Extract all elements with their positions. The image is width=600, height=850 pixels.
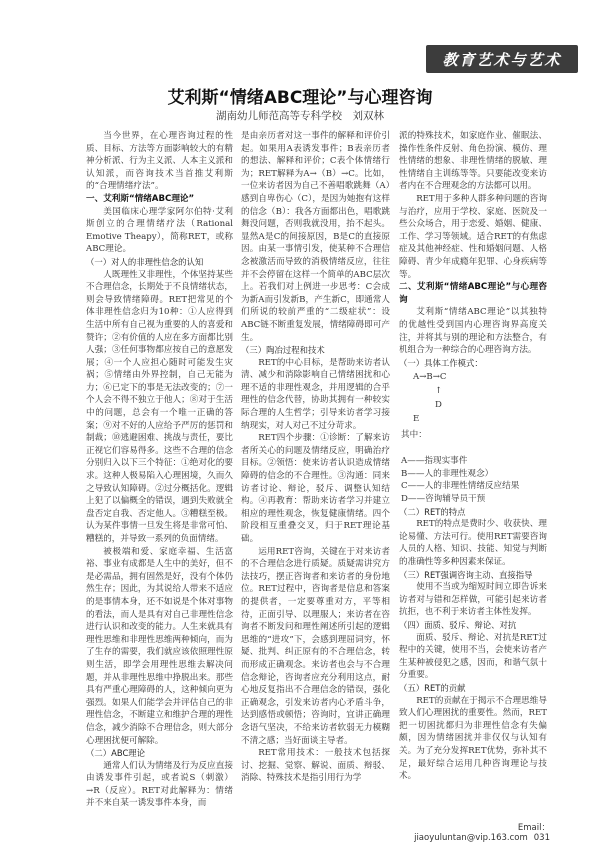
model-legend-item: C——人的非理性情绪反应结果 (401, 481, 520, 492)
subsection-1-paragraph-2: 被极端和爱、家庭幸福、生活富裕、事业有成都是人生中的美好，但不是必需品，拥有固然是好，没有个体仍然生存；因此，为其说给人带来不适应的是事情本身，还不如说是个体对事物的看法，而人是具有对自己非理性信念进行认识和改变的能力。人生来就具有理性思维和非理性思维两种倾向，而为了生存的需要，我们就应该依照理性原则生活，即学会用理性思维去解决问题，并从非理性思维中挣脱出来。那些具有严重心理障碍的人，这种倾向更为强烈。如果人们能学会并评估自己的非理性信念，不断建立和维护合理的理性信念，减少消除不合理信念，则大部分心理困扰便可解除。 (86, 546, 233, 746)
model-arrow-icon: ↑ (435, 386, 443, 397)
ret-confront-heading: （四）面质、驳斥、辩论、对抗 (399, 620, 517, 630)
column-1 (86, 130, 233, 815)
ret-features-heading: （二）RET的特点 (399, 506, 466, 517)
intro-paragraph: 当今世界，在心理咨询过程的性质、目标、方法等方面影响较大的有精神分析派、行为主义派、人本主义派和认知派，而咨询技术当首推艾利斯的“合理情绪疗法”。 (86, 131, 233, 192)
ret-confront-paragraph: 面质、驳斥、辩论、对抗是RET过程中的关键，使用不当，会使来访者产生某种被侵犯之感，因而，和谐气氛十分重要。 (399, 632, 547, 681)
section-1-paragraph: 美国临床心理学家阿尔伯特·艾利斯创立的合理情绪疗法（Rational Emotive Theapy），简称RET，或称ABC理论。 (86, 206, 233, 255)
article-title: 艾利斯“情绪ABC理论”与心理咨询 (167, 88, 433, 108)
footer-email: Email：jiaoyuluntan@vip.163.com (414, 823, 550, 843)
section-2-paragraph: 艾利斯“情绪ABC理论”以其独特的优越性受到国内心理咨询界高度关注，并将其与别的理论和方法整合，有机组合为一种综合的心理咨询方法。 (399, 307, 547, 356)
subsection-2-paragraph: 通常人们认为情绪及行为反应直接由诱发事件引起，或者说S（刺激）→R（反应）。RET对此解释为：情绪并不来自某一诱发事件本身，而 (86, 760, 233, 809)
section-heading-2: 二、艾利斯“情绪ABC理论”与心理咨询 (399, 282, 547, 305)
page-number: 031 (533, 833, 550, 843)
subsection-heading-1: （一）对人的非理性信念的认知 (86, 256, 204, 267)
journal-banner-text: 教育艺术与艺术 (442, 51, 562, 69)
model-chain: A→B→C (413, 372, 447, 383)
journal-banner (426, 45, 578, 73)
ret-contribution-heading: （五）RET的贡献 (399, 682, 466, 693)
subsection-heading-2: （二）ABC理论 (86, 748, 146, 759)
model-d: D (435, 400, 442, 411)
model-legend-item: A——指现实事件 (401, 456, 468, 467)
model-legend-item: D——咨询辅导员干预 (401, 494, 486, 505)
work-model-heading: （一）具体工作模式： (399, 357, 483, 368)
subsection-1-paragraph-1: 人既理性又非理性，个体坚持某些不合理信念，长期处于不良情绪状态，则会导致情绪障碍。RET把常见的个体非理性信念归为10种：①人应得到生活中所有自己视为重要的人的喜爱和赞许；②有价值的人应在多方面都比别人强；③任何事物都应按自己的意愿发展；④一个人应担心随时可能发生灾祸；⑤情绪由外界控制，自己无能为力；⑥已定下的事是无法改变的；⑦一个人会不得不独立于他人；⑧对于生活中的问题，总会有一个唯一正确的答案；⑨对不好的人应给予严厉的惩罚和制裁；⑩逃避困难、挑战与责任，要比正视它们容易得多。这些不合理的信念分别归入以下三个特征：①绝对化的要求。这种人极易陷入心理困境，久而久之导致认知障碍。②过分概括化。逻辑上犯了以偏概全的错误，遇到失败就全盘否定自我、否定他人。③糟糕至极。认为某件事情一旦发生将是非常可怕、糟糕的，并导致一系列的负面情绪。 (86, 269, 233, 544)
subsection-3-paragraph-3: 运用RET咨询，关键在于对来访者的不合理信念进行质疑。质疑需讲究方法技巧，摆正咨询者和来访者的身份地位。RET过程中，咨询者是信息和答案的提供者，一定要尊重对方，平等相待，正面引导、以理服人；来访者在咨询者不断发问和理性阐述所引起的逻辑思维的“进攻”下，会感到理屈词穷，怀疑、批判、纠正原有的不合理信念，转而形成正确观念。来访者也会与不合理信念辩论，咨询者应充分利用这点，耐心地反复指出不合理信念的错误，强化正确观念，引发来访者内心矛盾斗争，达到感悟或顿悟；咨询时，宜讲正确理念语气坚决，不给来访者软弱无力模糊不清之感；当好面谈主导者。 (241, 546, 390, 746)
subsection-heading-3: （三）陶冶过程和技术 (241, 345, 325, 356)
column-3 (399, 130, 547, 820)
column-2-paragraph-1: 是由亲历者对这一事件的解释和评价引起。如果用A表诱发事件；B表亲历者的想法、解释和评价；C表个体情绪行为；RET解释为A→（B）→C。比如，一位来访者因为自己不善唱歌跳舞（A）感到自卑伤心（C），是因为她抱有这样的信念（B）：我各方面都出色，唱歌跳舞没问题，否则我就没用，抬不起头。显然A是C的间接原因，B是C的直接原因。由某一事情引发，使某种不合理信念被激活而导致的消极情绪反应，往往并不会停留在这样一个简单的ABC层次上。若我们对上例进一步思考：C会成为新A而引发新B，产生新C，即通常人们所说的较前严重的“二级症状”：设ABC链不断重复发展，情绪障碍即可产生。 (241, 131, 390, 343)
ret-features-paragraph: RET的特点是费时少、收获快、理论易懂、方法可行。使用RET需要咨询人员的人格、知识、技能、知觉与判断的准确性等多种因素来保证。 (399, 519, 547, 568)
column-3-paragraph-2: RET用于多种人群多种问题的咨询与治疗，应用于学校、家庭、医院及一些公众场合，用于恋爱、婚姻、健康、工作、学习等领域。适合RET的有焦虑症及其他神经症、性和婚姻问题、人格障碍、青少年成瘾年犯罪、心身疾病等等。 (399, 193, 547, 280)
model-legend-item: B——人的非理性观念） (401, 468, 494, 479)
page-footer (400, 821, 550, 843)
top-band (0, 0, 600, 22)
subsection-3-paragraph-1: RET的中心目标，是帮助来访者认清、减少和消除影响自己情绪困扰和心理不适的非理性观念，并用逻辑的合乎理性的信念代替，协助其拥有一种较实际合理的人生哲学；引导来访者学习接纳现实，对人对己不过分苛求。 (241, 357, 390, 431)
subsection-3-paragraph-2: RET四个步骤：①诊断：了解来访者所关心的问题及情绪反应，明确治疗目标。②领悟：使来访者认识造成情绪障碍的信念的不合理性。③沟通：同来访者讨论、辩论，驳斥、调整认知结构。④再教育：帮助来访者学习并建立相应的理性观念，恢复健康情绪。四个阶段相互重叠交叉，归于RET理论基础。 (241, 433, 390, 544)
article-author: 湖南幼儿师范高等专科学校 刘双林 (216, 110, 384, 122)
ret-direct-paragraph: 使用不当或为缩短时间立即告诉来访者对与错和怎样做，可能引起来访者抗拒，也不利于来访者主体性发挥。 (399, 582, 547, 618)
model-e: E (413, 414, 420, 425)
column-3-paragraph-1: 派的特殊技术，如家庭作业、催眠法、操作性条件反射、角色扮演、模仿、理性情绪的想象、非理性情绪的脱敏、理性情绪自主训练等等。只要能改变来访者内在不合理观念的方法都可以用。 (399, 131, 547, 192)
ret-contribution-paragraph: RET的贡献在于揭示不合理思维导致人们心理困扰的重要性。然而，RET把一切困扰都归为非理性信念有失偏颇，因为情绪困扰并非仅仅与认知有关。为了充分发挥RET优势，弥补其不足，最好综合运用几种咨询理论与技术。 (399, 695, 547, 782)
abc-model-diagram (399, 369, 547, 455)
model-legend-title: 其中： (401, 430, 427, 441)
section-heading-1: 一、艾利斯“情绪ABC理论” (86, 193, 195, 204)
column-2 (241, 130, 390, 815)
ret-direct-heading: （三）RET强调咨询主动、直接指导 (399, 569, 533, 580)
subsection-3-paragraph-4: RET常用技术：一般技术包括探讨、挖掘、觉察、解说、面质、辩驳、消除、特殊技术是指引用行为学 (241, 748, 390, 784)
